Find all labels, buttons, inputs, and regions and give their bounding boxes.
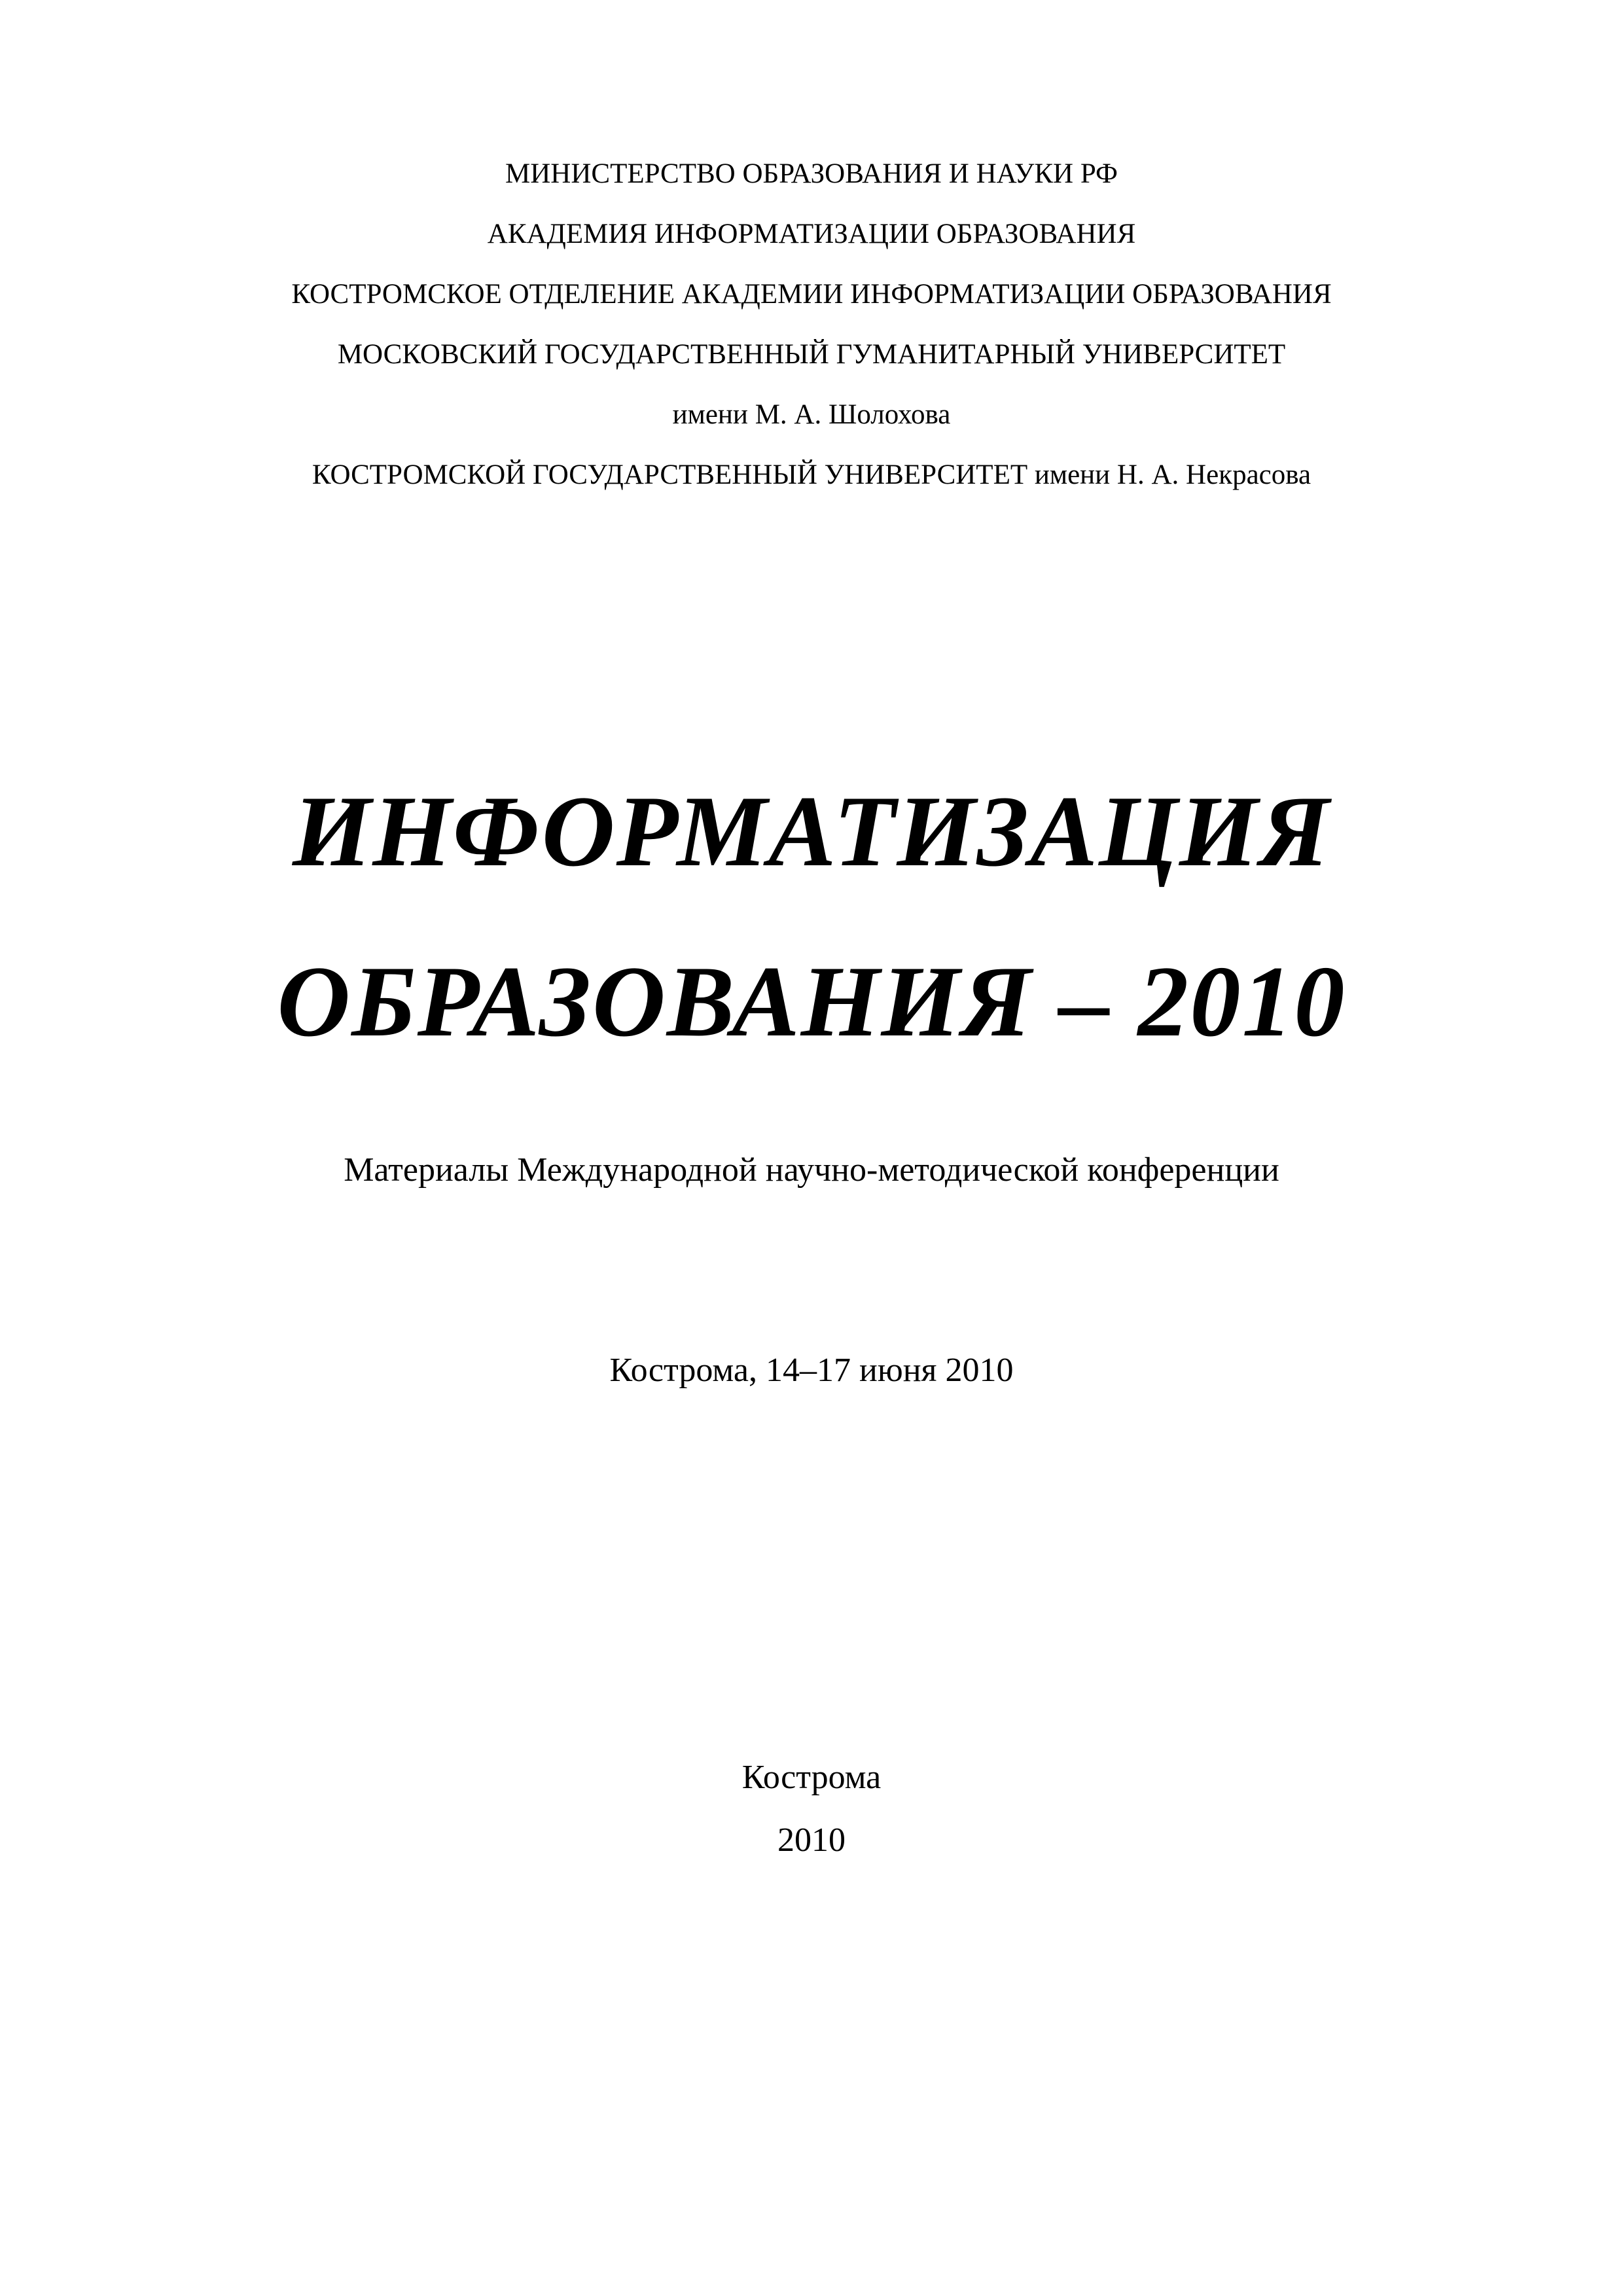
kostroma-branch-line: КОСТРОМСКОЕ ОТДЕЛЕНИЕ АКАДЕМИИ ИНФОРМАТИЗАЦИИ ОБРАЗОВАНИЯ: [291, 279, 1332, 310]
moscow-university-line: МОСКОВСКИЙ ГОСУДАРСТВЕННЫЙ ГУМАНИТАРНЫЙ УНИВЕРСИТЕТ: [337, 339, 1286, 370]
academy-line: АКАДЕМИЯ ИНФОРМАТИЗАЦИИ ОБРАЗОВАНИЯ: [487, 219, 1136, 249]
title-line-1: ИНФОРМАТИЗАЦИЯ: [292, 775, 1331, 888]
imprint: [0, 1746, 1623, 1872]
kostroma-university-line: КОСТРОМСКОЙ ГОСУДАРСТВЕННЫЙ УНИВЕРСИТЕТ имени Н. А. Некрасова: [312, 459, 1311, 490]
imprint-year: 2010: [777, 1821, 846, 1859]
imprint-city: Кострома: [741, 1759, 882, 1796]
sholokhov-line: имени М. А. Шолохова: [672, 399, 951, 430]
document-title: [0, 746, 1623, 1086]
organizations-header: [0, 144, 1623, 505]
document-subtitle: Материалы Международной научно-методической конференции: [344, 1151, 1279, 1189]
title-line-2: ОБРАЗОВАНИЯ – 2010: [277, 945, 1346, 1058]
conference-place-date: Кострома, 14–17 июня 2010: [609, 1352, 1014, 1389]
ministry-line: МИНИСТЕРСТВО ОБРАЗОВАНИЯ И НАУКИ РФ: [505, 158, 1118, 189]
